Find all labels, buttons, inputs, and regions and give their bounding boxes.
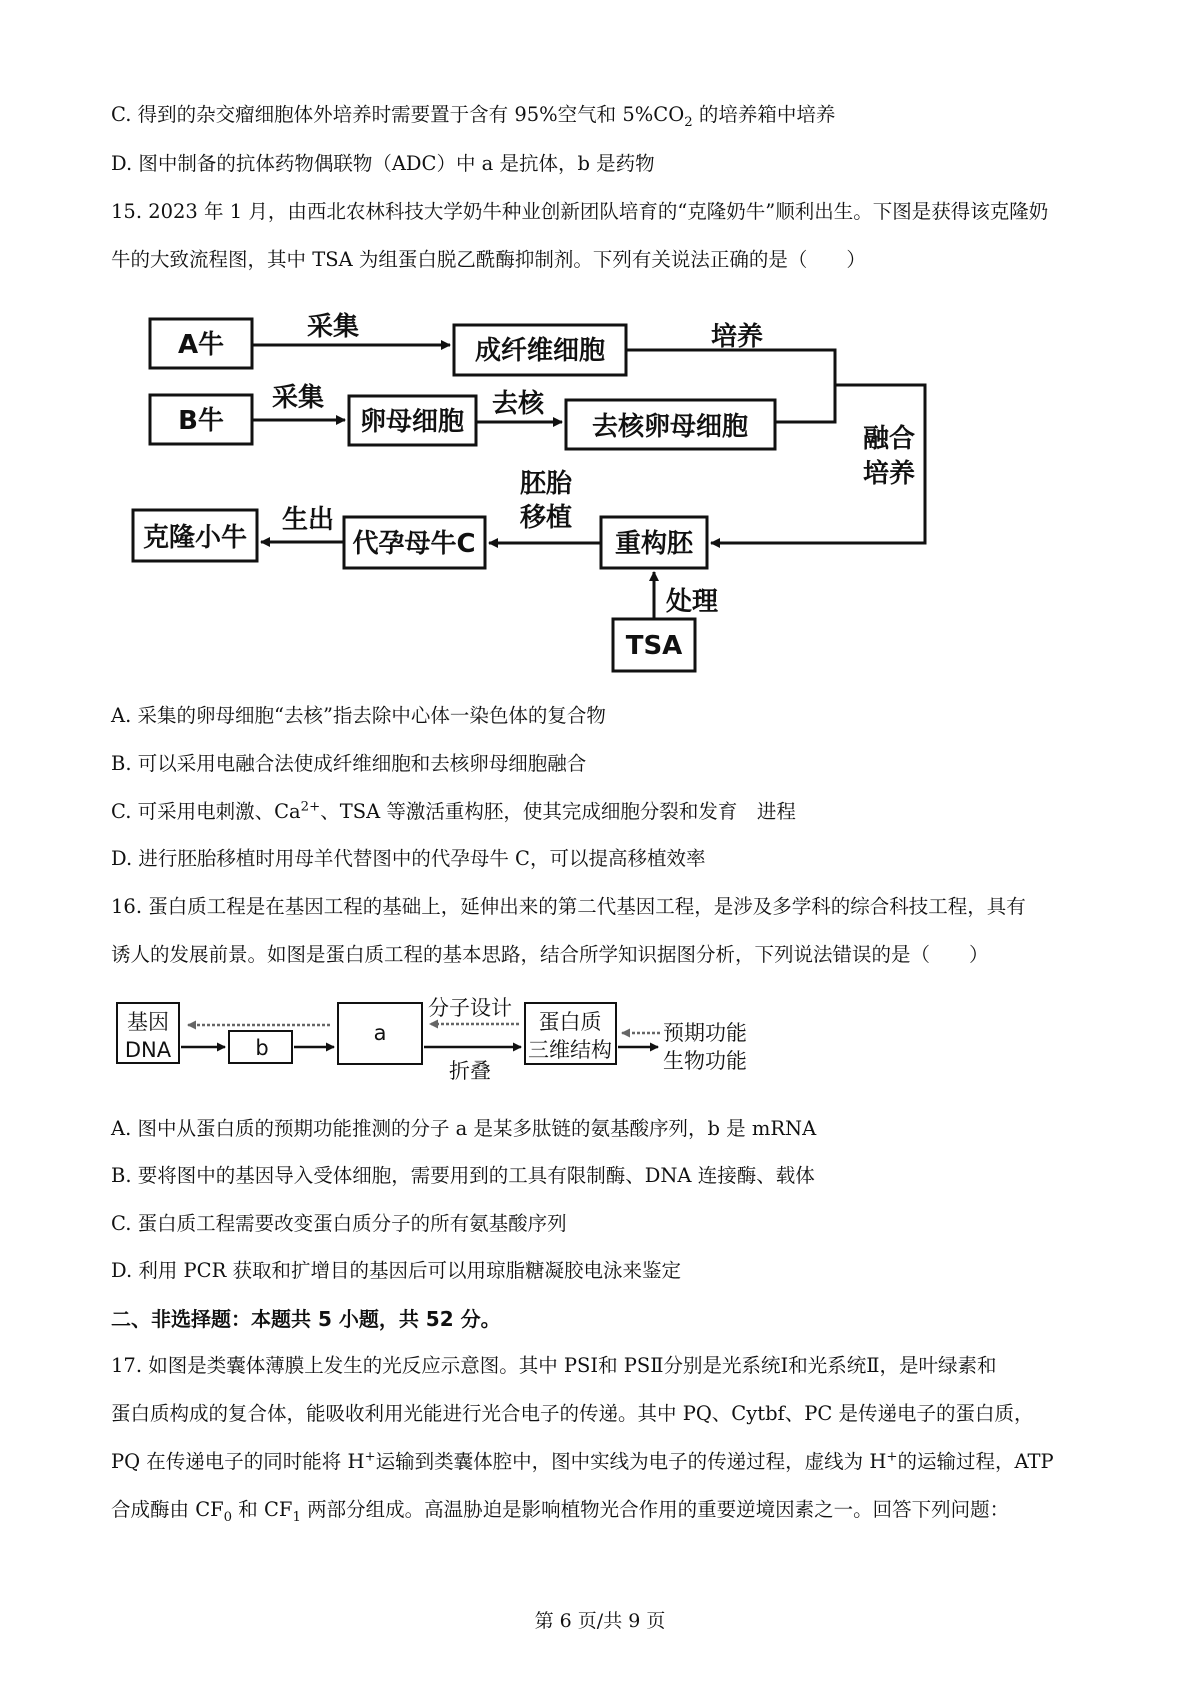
- label-a: a: [373, 1021, 387, 1045]
- q15-option-d: D. 进行胚胎移植时用母羊代替图中的代孕母牛 C，可以提高移植效率: [111, 847, 706, 870]
- label-gene-1: 基因: [127, 1010, 169, 1034]
- q16-stem-line2: 诱人的发展前景。如图是蛋白质工程的基本思路，结合所学知识据图分析，下列说法错误的是（ ）: [111, 943, 989, 966]
- label-b: b: [255, 1036, 269, 1060]
- label-cow-a: A牛: [177, 330, 225, 360]
- section-heading: 二、非选择题：本题共 5 小题，共 52 分。: [111, 1307, 501, 1331]
- label-cow-b: B牛: [178, 406, 224, 436]
- option-d-prev: D. 图中制备的抗体药物偶联物（ADC）中 a 是抗体，b 是药物: [111, 152, 655, 175]
- q16-option-d: D. 利用 PCR 获取和扩增目的基因后可以用琼脂糖凝胶电泳来鉴定: [111, 1259, 681, 1282]
- label-fusion-1: 融合: [862, 424, 916, 454]
- q15-stem-line2: 牛的大致流程图，其中 TSA 为组蛋白脱乙酰酶抑制剂。下列有关说法正确的是（ ）: [111, 248, 866, 271]
- label-design: 分子设计: [428, 996, 512, 1020]
- label-embryo-transfer-1: 胚胎: [519, 469, 573, 499]
- label-protein-2: 三维结构: [528, 1038, 612, 1062]
- q16-option-c: C. 蛋白质工程需要改变蛋白质分子的所有氨基酸序列: [111, 1212, 567, 1235]
- label-gene-2: DNA: [124, 1038, 172, 1062]
- label-fibroblast: 成纤维细胞: [474, 336, 606, 366]
- label-collect-2: 采集: [271, 383, 325, 413]
- option-c-prev: C. 得到的杂交瘤细胞体外培养时需要置于含有 95%空气和 $5\%CO_2$ 的培养箱中培养: [111, 103, 836, 130]
- page-footer: 第 6 页/共 9 页: [534, 1610, 666, 1632]
- q17-line1: 17. 如图是类囊体薄膜上发生的光反应示意图。其中 PSⅠ和 PSⅡ分别是光系统Ⅰ和光系统Ⅱ，是叶绿素和: [111, 1354, 997, 1377]
- q16-option-b: B. 要将图中的基因导入受体细胞，需要用到的工具有限制酶、DNA 连接酶、载体: [111, 1164, 815, 1187]
- label-clone-calf: 克隆小牛: [142, 523, 248, 553]
- protein-engineering-diagram: [0, 990, 1200, 1100]
- label-oocyte: 卵母细胞: [359, 407, 465, 437]
- label-protein-1: 蛋白质: [538, 1010, 602, 1034]
- label-enucleated-oocyte: 去核卵母细胞: [591, 412, 749, 442]
- label-bio: 生物功能: [663, 1049, 747, 1073]
- q15-option-a: A. 采集的卵母细胞“去核”指去除中心体一染色体的复合物: [111, 704, 606, 727]
- label-birth: 生出: [281, 505, 335, 535]
- q15-stem-line1: 15. 2023 年 1 月，由西北农林科技大学奶牛种业创新团队培育的“克隆奶牛”顺利出生。下图是获得该克隆奶: [111, 200, 1049, 223]
- q17-line3: PQ 在传递电子的同时能将 H+运输到类囊体腔中，图中实线为电子的传递过程，虚线为 H+的运输过程，ATP: [111, 1449, 1054, 1473]
- label-tsa: TSA: [625, 631, 683, 661]
- label-expected: 预期功能: [663, 1021, 747, 1045]
- q16-stem-line1: 16. 蛋白质工程是在基因工程的基础上，延伸出来的第二代基因工程，是涉及多学科的综合科技工程，具有: [111, 895, 1026, 918]
- q16-option-a: A. 图中从蛋白质的预期功能推测的分子 a 是某多肽链的氨基酸序列，b 是 mRNA: [111, 1117, 817, 1140]
- label-fusion-2: 培养: [862, 459, 916, 489]
- label-treat: 处理: [665, 587, 719, 617]
- q17-line2: 蛋白质构成的复合体，能吸收利用光能进行光合电子的传递。其中 PQ、Cytbf、PC 是传递电子的蛋白质，: [111, 1402, 1034, 1425]
- cloning-flowchart: [0, 0, 1200, 700]
- label-surrogate: 代孕母牛C: [352, 529, 476, 559]
- label-culture: 培养: [710, 322, 764, 352]
- q15-option-c: C. 可采用电刺激、$Ca^{2+}$、TSA 等激活重构胚，使其完成细胞分裂和发育 进程: [111, 799, 796, 823]
- label-reconstructed-embryo: 重构胚: [614, 529, 694, 559]
- q17-line4: 合成酶由 $CF_0$ 和 $CF_1$ 两部分组成。高温胁迫是影响植物光合作用的重要逆境因素之一。回答下列问题：: [111, 1498, 1010, 1525]
- label-fold: 折叠: [449, 1059, 491, 1083]
- label-collect-1: 采集: [306, 312, 360, 342]
- label-enucleate: 去核: [491, 389, 545, 419]
- q15-option-b: B. 可以采用电融合法使成纤维细胞和去核卵母细胞融合: [111, 752, 587, 775]
- label-embryo-transfer-2: 移植: [519, 503, 573, 533]
